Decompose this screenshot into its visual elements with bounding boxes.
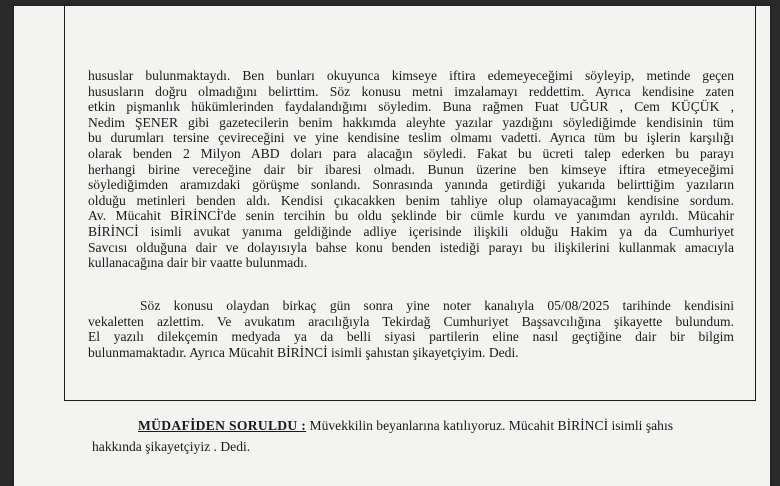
text-line: El yazılı dilekçemin medyada ya da belli siyasi partilerin eline nasıl geçtiğine dair bir bilgim xyxy=(88,329,734,345)
statement-paragraph-2 xyxy=(88,298,734,360)
text-line: Söz konusu olaydan birkaç gün sonra yine noter kanalıyla 05/08/2025 tarihinde kendisini xyxy=(140,298,734,313)
text-line: bulunmamaktadır. Ayrıca Mücahit BİRİNCİ isimli şahıstan şikayetçiyim. Dedi. xyxy=(88,344,519,360)
text-line: herhangi birine vereceğine dair bir ibaresi olmadı. Bunun üzerine ben kimseye iftira etmeyeceğimi xyxy=(88,161,734,177)
text-line: BİRİNCİ isimli avukat yanıma geldiğinde adliye içerisinde ilişkili olduğu Hakim ya da Cumhuriyet xyxy=(88,223,734,239)
text-line: kullanacağına dair bir vaatte bulunmadı. xyxy=(88,255,308,271)
text-line: hususlar bulunmaktaydı. Ben bunları okuyunca kimseye iftira edemeyeceğimi söyleyip, metinde geçen xyxy=(88,68,734,83)
text-line: söylediğimden aramızdaki görüşme sonlandı. Sonrasında yanında getirdiği yukarıda belirttiğim yazıların xyxy=(88,177,734,193)
text-line: olduğu metinleri benden aldı. Kendisi çıkacakken benim tahliye olup olamayacağımı kendisine sordum. xyxy=(88,192,734,208)
text-line: vekaletten azlettim. Ve avukatım aracılığıyla Tekirdağ Cumhuriyet Başsavcılığına şikayette bulundum. xyxy=(88,313,734,329)
defense-question-line xyxy=(138,417,728,434)
document-page xyxy=(14,6,770,486)
text-line: olarak benden 2 Milyon ABD doları para alacağın söyledi. Fakat bu ücreti talep ederken bu parayı xyxy=(88,145,734,161)
text-line: Av. Mücahit BİRİNCİ'de senin tercihin bu oldu şeklinde bir cümle kurdu ve yanımdan ayrıldı. Mücahir xyxy=(88,208,734,224)
defense-question-label: MÜDAFİDEN SORULDU : xyxy=(138,418,307,433)
text-line: Nedim ŞENER gibi gazetecilerin benim hakkımda aleyhte yazılar yazdığını söylediğimde kendisinin tüm xyxy=(88,114,734,130)
defense-question-continuation: hakkında şikayetçiyiz . Dedi. xyxy=(92,439,251,454)
defense-question-section xyxy=(92,417,728,455)
statement-paragraph-1 xyxy=(88,68,734,271)
text-line: hususların doğru olmadığını belirttim. Söz konusu metni imzalamayı reddettim. Ayrıca kendisine zaten xyxy=(88,83,734,99)
text-line: bu durumları tersine çevireceğini ve yine kendisine teslim olmamı vadetti. Ayrıca tüm bu işlerin karşılığı xyxy=(88,130,734,146)
text-line: etkin pişmanlık hükümlerinden faydalandığımı söyledim. Buna rağmen Fuat UĞUR , Cem KÜÇÜK , xyxy=(88,99,734,115)
text-line: Savcısı olduğuna dair ve dolayısıyla bahse konu benden istediği parayı bu ilişkilerini kullanmak amacıyla xyxy=(88,239,734,255)
defense-question-text: Müvekkilin beyanlarına katılıyoruz. Mücahit BİRİNCİ isimli şahıs xyxy=(306,418,674,433)
